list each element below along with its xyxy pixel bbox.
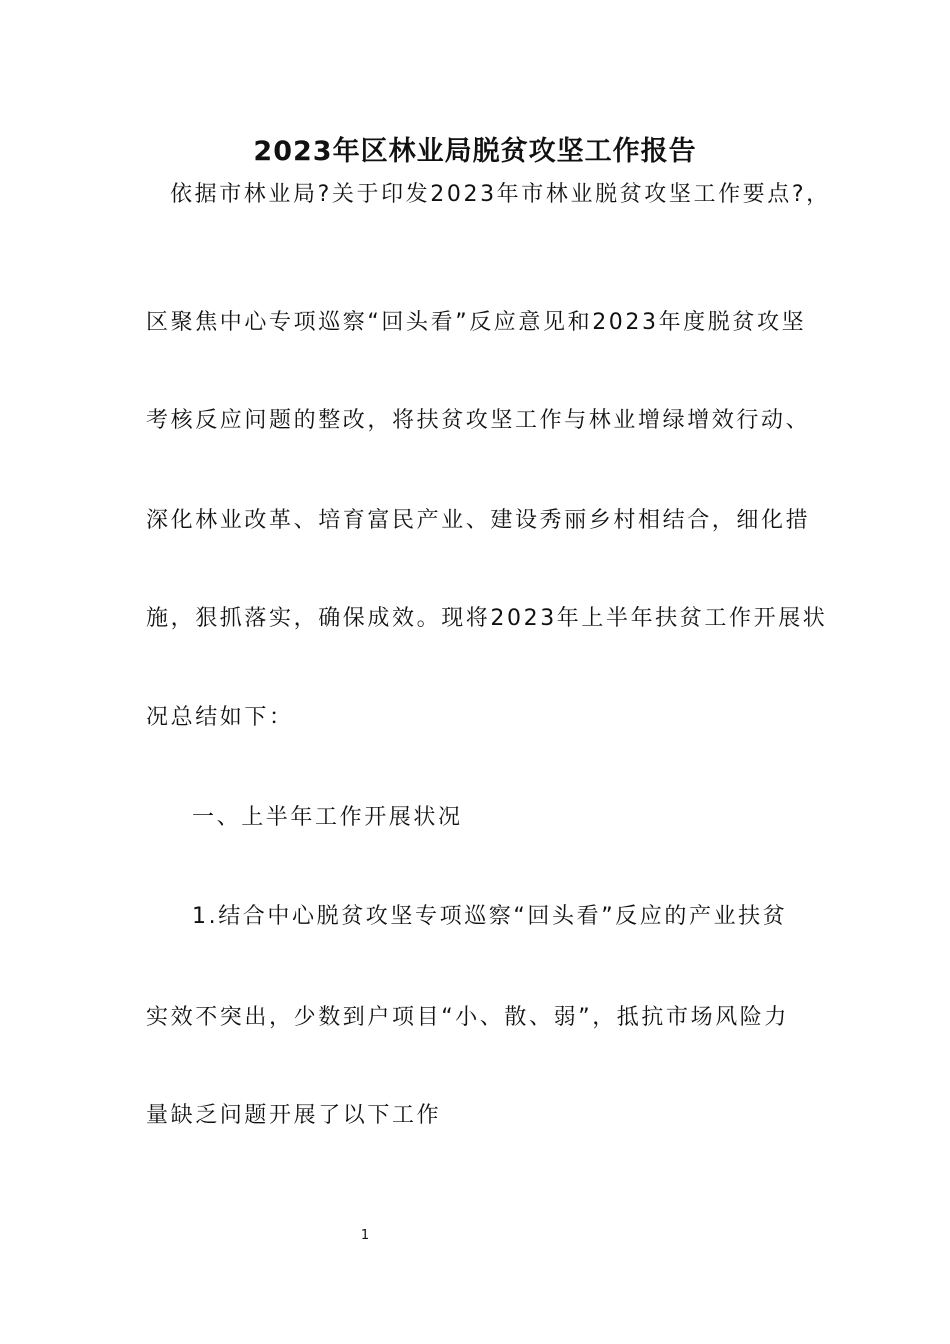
- paragraph-line-3: 考核反应问题的整改，将扶贫攻坚工作与林业增绿增效行动、: [146, 408, 811, 433]
- paragraph-line-4: 深化林业改革、培育富民产业、建设秀丽乡村相结合，细化措: [146, 508, 811, 533]
- paragraph-line-8: 实效不突出，少数到户项目“小、散、弱”，抵抗市场风险力: [146, 1005, 789, 1030]
- page-number: 1: [360, 1228, 370, 1243]
- paragraph-line-1: 依据市林业局?关于印发2023年市林业脱贫攻坚工作要点?，: [170, 182, 831, 207]
- paragraph-line-5: 施，狠抓落实，确保成效。现将2023年上半年扶贫工作开展状: [146, 606, 828, 631]
- paragraph-line-9: 量缺乏问题开展了以下工作: [146, 1103, 442, 1128]
- paragraph-line-6: 况总结如下：: [146, 705, 294, 730]
- document-title: 2023年区林业局脱贫攻坚工作报告: [253, 136, 697, 167]
- section-heading: 一、上半年工作开展状况: [192, 805, 463, 830]
- paragraph-line-2: 区聚焦中心专项巡察“回头看”反应意见和2023年度脱贫攻坚: [146, 310, 807, 335]
- paragraph-line-7: 1.结合中心脱贫攻坚专项巡察“回头看”反应的产业扶贫: [192, 904, 788, 929]
